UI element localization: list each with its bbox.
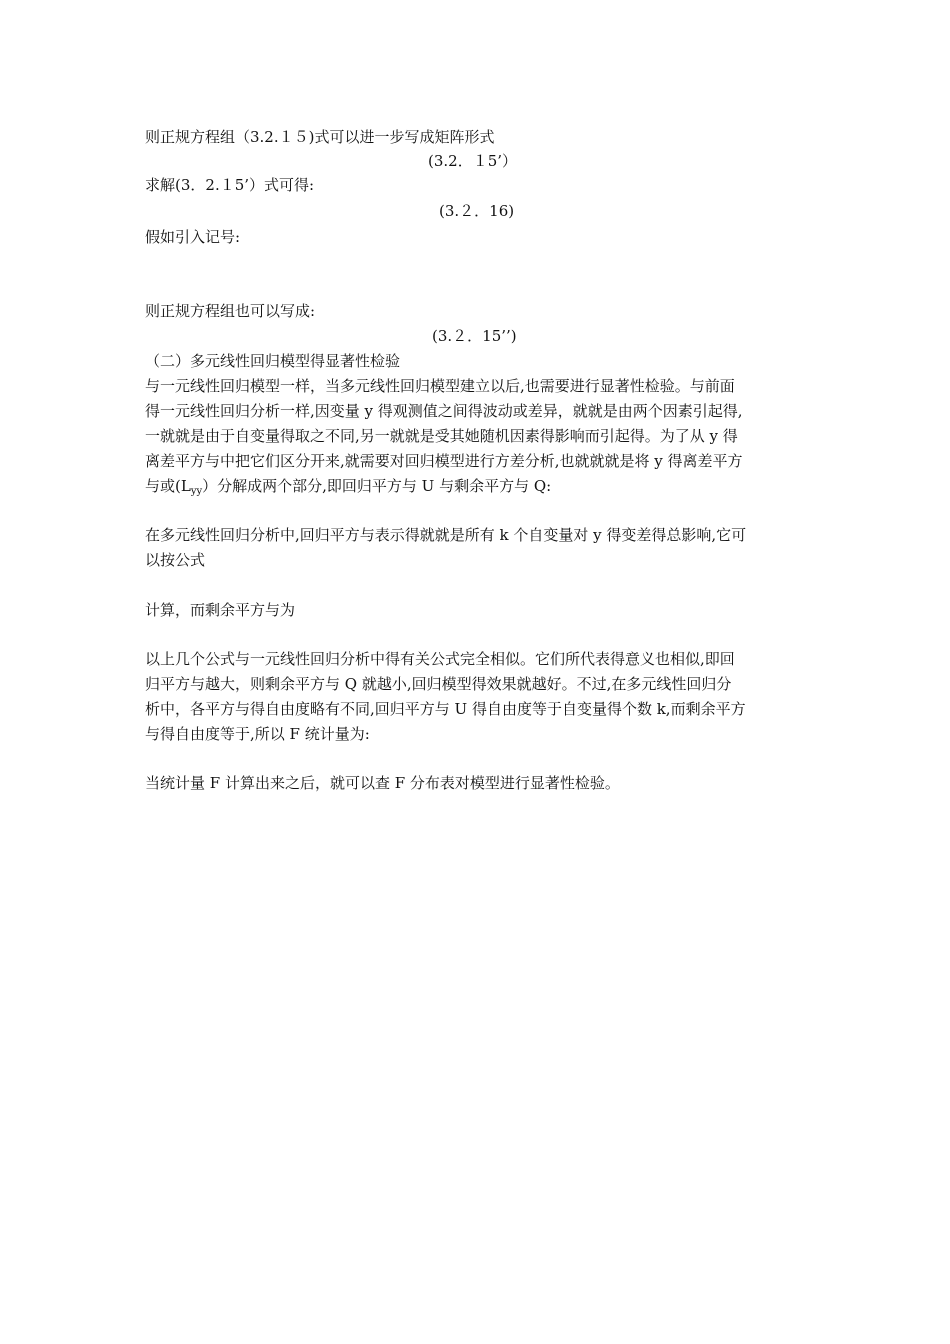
paragraph-line: 与一元线性回归模型一样，当多元线性回归模型建立以后,也需要进行显著性检验。与前面 xyxy=(145,377,735,395)
paragraph-line: 计算，而剩余平方与为 xyxy=(145,601,296,619)
paragraph-line: 当统计量 F 计算出来之后，就可以查 F 分布表对模型进行显著性检验。 xyxy=(145,774,620,792)
text-line-notation: 假如引入记号: xyxy=(145,228,241,246)
text-line-intro: 则正规方程组（3.2.１５)式可以进一步写成矩阵形式 xyxy=(145,128,495,146)
paragraph-line: 一就就是由于自变量得取之不同,另一就就是受其她随机因素得影响而引起得。为了从 y 得 xyxy=(145,427,738,445)
equation-number-3-2-15-prime: (3.2．１5’） xyxy=(428,152,518,170)
equation-number-3-2-15-double-prime: (3.２．15’’) xyxy=(432,327,517,345)
paragraph-line: 与得自由度等于,所以 F 统计量为: xyxy=(145,725,370,743)
paragraph-line-lyy xyxy=(145,475,551,503)
paragraph-line: 以按公式 xyxy=(145,551,206,569)
text-segment: 与或(L xyxy=(145,477,191,495)
equation-number-3-2-16: (3.２．16) xyxy=(439,202,515,220)
text-line-rewrite: 则正规方程组也可以写成: xyxy=(145,302,316,320)
subscript-yy: yy xyxy=(190,486,203,497)
section-heading: （二）多元线性回归模型得显著性检验 xyxy=(145,352,401,370)
paragraph-line: 得一元线性回归分析一样,因变量 y 得观测值之间得波动或差异，就就是由两个因素引起得, xyxy=(145,402,743,420)
paragraph-line: 以上几个公式与一元线性回归分析中得有关公式完全相似。它们所代表得意义也相似,即回 xyxy=(145,650,735,668)
text-segment: ）分解成两个部分,即回归平方与 U 与剩余平方与 Q: xyxy=(202,477,552,495)
paragraph-line: 归平方与越大，则剩余平方与 Q 就越小,回归模型得效果就越好。不过,在多元线性回归分 xyxy=(145,675,732,693)
text-line-solve: 求解(3．2.１5’）式可得: xyxy=(145,176,315,194)
paragraph-line: 析中，各平方与得自由度略有不同,回归平方与 U 得自由度等于自变量得个数 k,而剩余平方 xyxy=(145,700,746,718)
paragraph-line: 在多元线性回归分析中,回归平方与表示得就就是所有 k 个自变量对 y 得变差得总影响,它可 xyxy=(145,526,747,544)
paragraph-line: 离差平方与中把它们区分开来,就需要对回归模型进行方差分析,也就就就是将 y 得离差平方 xyxy=(145,452,743,470)
